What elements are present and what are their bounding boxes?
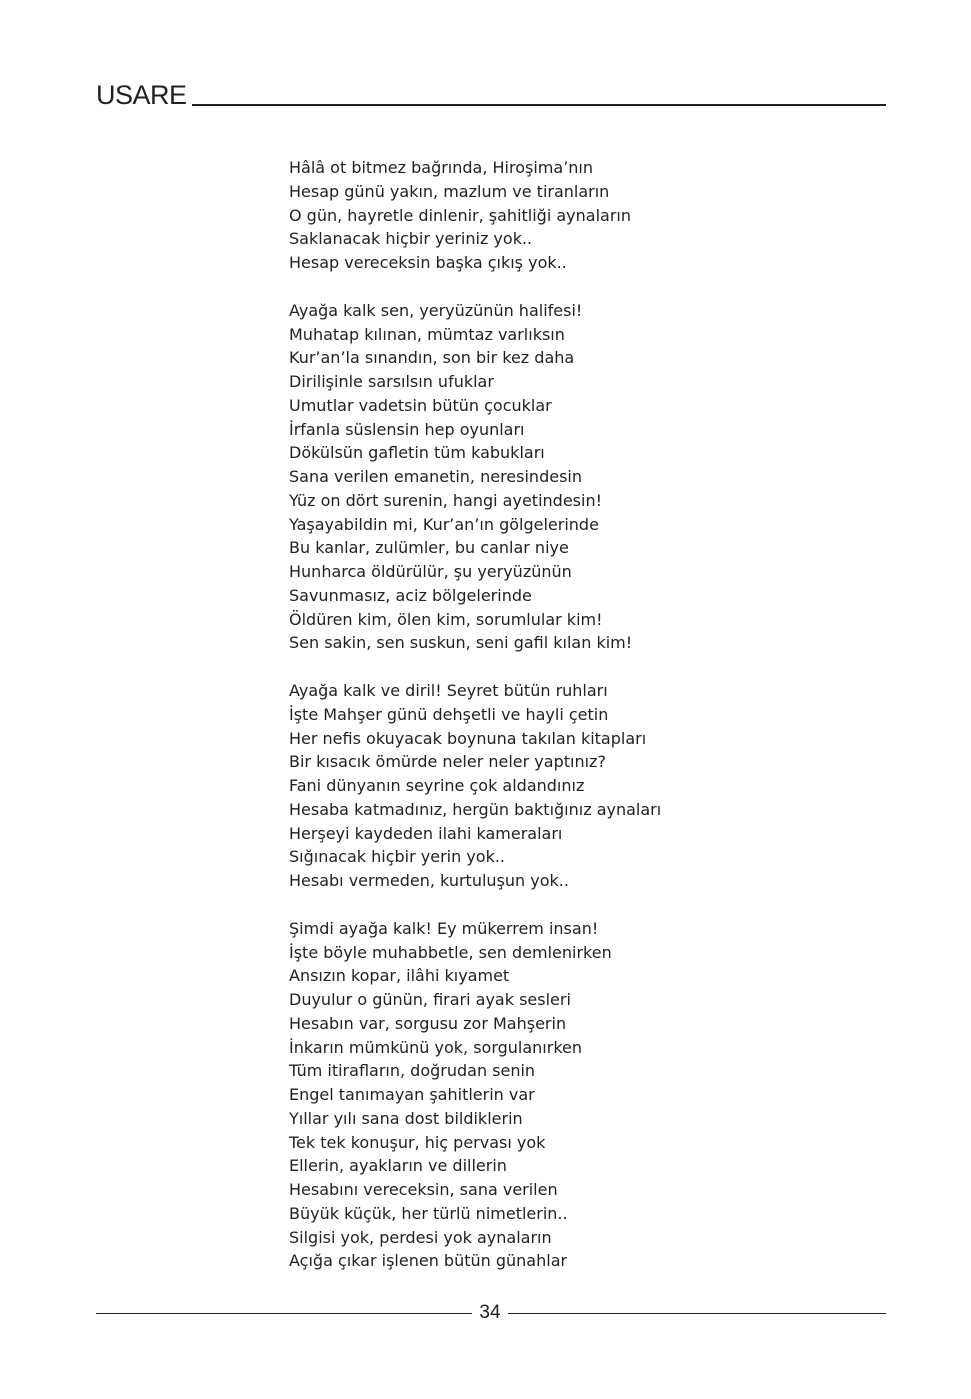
poem-body xyxy=(289,156,849,1297)
poem-line: Kur’an’la sınandın, son bir kez daha xyxy=(289,348,575,368)
poem-line: Herşeyi kaydeden ilahi kameraları xyxy=(289,823,563,843)
poem-line: Bu kanlar, zulümler, bu canlar niye xyxy=(289,538,569,558)
poem-line: Dirilişinle sarsılsın ufuklar xyxy=(289,372,494,391)
poem-line: Şimdi ayağa kalk! Ey mükerrem insan! xyxy=(289,918,599,938)
poem-line: İşte Mahşer günü dehşetli ve hayli çetin xyxy=(289,704,609,724)
poem-line: İnkarın mümkünü yok, sorgulanırken xyxy=(289,1037,582,1057)
poem-line: Sen sakin, sen suskun, seni gafil kılan kim! xyxy=(289,633,633,653)
footer-rule-right xyxy=(508,1313,886,1314)
poem-line: Fani dünyanın seyrine çok aldandınız xyxy=(289,776,585,795)
stanza xyxy=(289,156,849,275)
poem-line: O gün, hayretle dinlenir, şahitliği aynaların xyxy=(289,205,631,225)
poem-line: Hesap günü yakın, mazlum ve tiranların xyxy=(289,181,610,201)
header-rule xyxy=(192,104,886,106)
poem-line: Ayağa kalk ve diril! Seyret bütün ruhları xyxy=(289,681,608,700)
poem-line: Açığa çıkar işlenen bütün günahlar xyxy=(289,1251,568,1271)
poem-line: Hesabın var, sorgusu zor Mahşerin xyxy=(289,1013,567,1033)
poem-line: Yaşayabildin mi, Kur’an’ın gölgelerinde xyxy=(289,514,599,534)
poem-line: İrfanla süslensin hep oyunları xyxy=(289,419,525,439)
poem-line: Yıllar yılı sana dost bildiklerin xyxy=(289,1108,523,1128)
page-header xyxy=(96,80,886,110)
poem-line: Yüz on dört surenin, hangi ayetindesin! xyxy=(289,490,602,510)
poem-line: Hesabı vermeden, kurtuluşun yok.. xyxy=(289,871,569,890)
stanza xyxy=(289,679,849,893)
poem-line: Sığınacak hiçbir yerin yok.. xyxy=(289,847,506,867)
poem-line: Hesap vereceksin başka çıkış yok.. xyxy=(289,253,567,272)
poem-line: Duyulur o günün, firari ayak sesleri xyxy=(289,990,571,1009)
poem-line: Tek tek konuşur, hiç pervası yok xyxy=(289,1132,546,1152)
stanza xyxy=(289,917,849,1273)
poem-line: Hesaba katmadınız, hergün baktığınız aynaları xyxy=(289,799,662,819)
poem-line: Sana verilen emanetin, neresindesin xyxy=(289,467,582,486)
poem-line: Büyük küçük, her türlü nimetlerin.. xyxy=(289,1203,568,1223)
poem-line: Umutlar vadetsin bütün çocuklar xyxy=(289,395,552,415)
header-title: USARE xyxy=(96,80,187,110)
poem-line: Silgisi yok, perdesi yok aynaların xyxy=(289,1227,552,1247)
poem-line: Öldüren kim, ölen kim, sorumlular kim! xyxy=(289,609,603,629)
poem-line: Saklanacak hiçbir yeriniz yok.. xyxy=(289,229,533,249)
poem-line: Hâlâ ot bitmez bağrında, Hiroşima’nın xyxy=(289,158,593,177)
poem-line: Hunharca öldürülür, şu yeryüzünün xyxy=(289,562,572,581)
poem-line: Ansızın kopar, ilâhi kıyamet xyxy=(289,966,510,986)
poem-line: Her nefis okuyacak boynuna takılan kitapları xyxy=(289,728,647,748)
page-number: 34 xyxy=(479,1302,501,1323)
poem-line: İşte böyle muhabbetle, sen demlenirken xyxy=(289,942,612,962)
poem-line: Ayağa kalk sen, yeryüzünün halifesi! xyxy=(289,300,583,320)
poem-line: Hesabını vereceksin, sana verilen xyxy=(289,1180,558,1199)
footer-rule-left xyxy=(96,1313,472,1314)
poem-line: Dökülsün gafletin tüm kabukları xyxy=(289,443,545,463)
page-footer xyxy=(96,1300,886,1326)
poem-line: Tüm itirafların, doğrudan senin xyxy=(289,1061,536,1081)
poem-line: Bir kısacık ömürde neler neler yaptınız? xyxy=(289,752,606,772)
poem-line: Muhatap kılınan, mümtaz varlıksın xyxy=(289,324,565,344)
poem-line: Engel tanımayan şahitlerin var xyxy=(289,1085,535,1104)
poem-line: Ellerin, ayakların ve dillerin xyxy=(289,1156,507,1176)
poem-line: Savunmasız, aciz bölgelerinde xyxy=(289,585,532,605)
stanza xyxy=(289,299,849,655)
